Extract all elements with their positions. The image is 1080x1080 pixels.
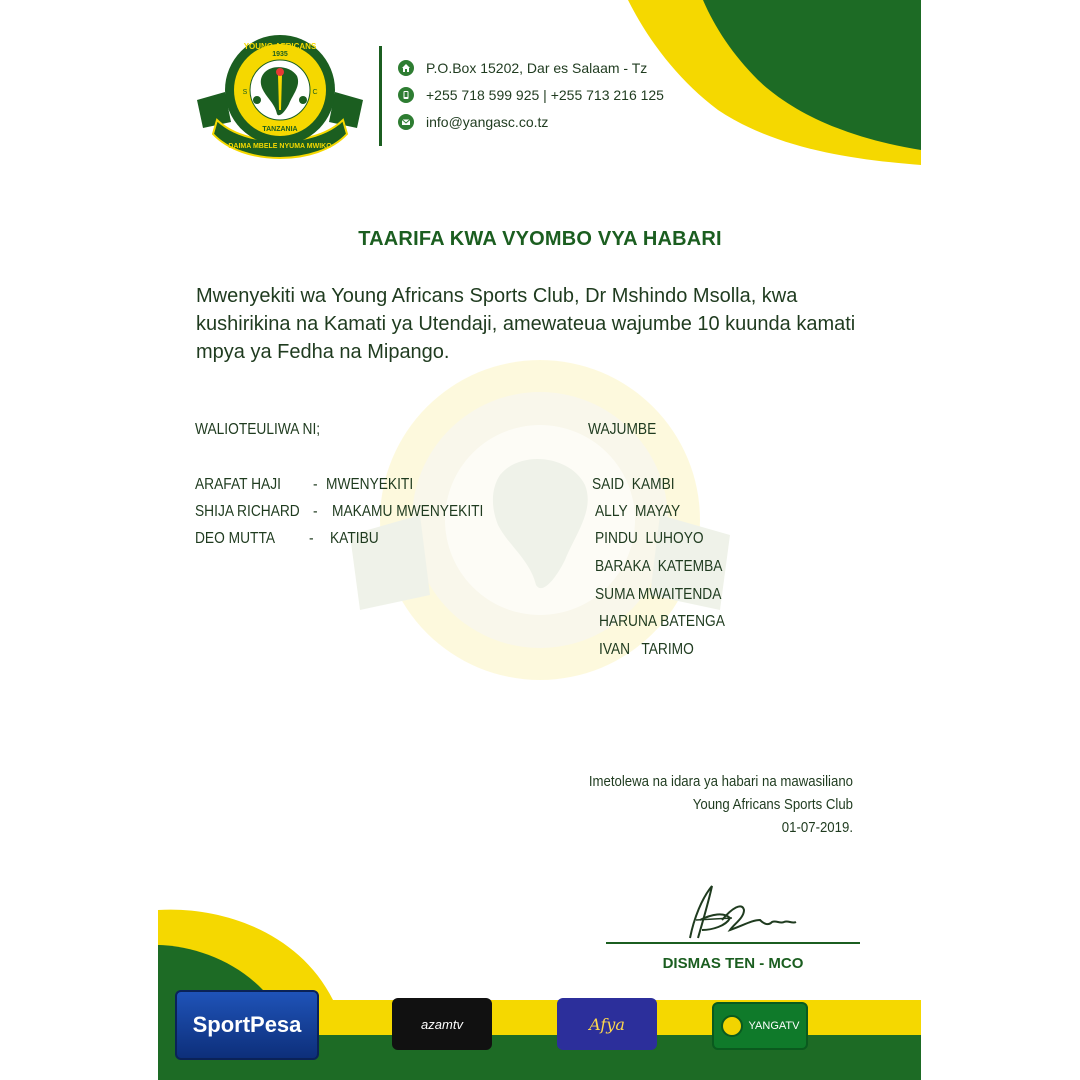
appointee-role: MAKAMU MWENYEKITI — [332, 503, 484, 520]
contact-phone — [398, 87, 664, 103]
logo-letter-c: C — [312, 89, 318, 96]
appointee-separator: - — [309, 530, 318, 547]
yangatv-label: YANGATV — [748, 1020, 800, 1032]
signer-name: DISMAS TEN - MCO — [662, 955, 804, 972]
member-item: PINDU LUHOYO — [595, 530, 704, 547]
appointee-name: DEO MUTTA — [195, 530, 276, 547]
appointee-name: ARAFAT HAJI — [195, 476, 281, 493]
members-heading: WAJUMBE — [588, 421, 657, 438]
afya-logo: Afya — [557, 998, 657, 1050]
issued-by — [563, 770, 853, 839]
contact-phone-text: +255 718 599 925 | +255 713 216 125 — [426, 87, 664, 103]
issued-by-line: Young Africans Sports Club — [692, 796, 853, 813]
header-divider — [379, 46, 382, 146]
azamtv-logo: azamtv — [392, 998, 492, 1050]
appointee-name: SHIJA RICHARD — [195, 503, 300, 520]
page-title: TAARIFA KWA VYOMBO VYA HABARI — [358, 228, 722, 250]
email-icon — [398, 114, 414, 130]
issued-date: 01-07-2019. — [781, 819, 853, 836]
appointee-role: MWENYEKITI — [326, 476, 414, 493]
member-item: ALLY MAYAY — [595, 503, 681, 520]
logo-letter-s: S — [242, 89, 248, 96]
appointee-separator: - — [313, 503, 322, 520]
contact-address — [398, 60, 647, 76]
contact-address-text: P.O.Box 15202, Dar es Salaam - Tz — [426, 60, 648, 76]
contact-email — [398, 114, 548, 130]
signature-line — [606, 942, 860, 944]
issued-by-line: Imetolewa na idara ya habari na mawasiliano — [588, 773, 853, 790]
contact-email-text[interactable]: info@yangasc.co.tz — [426, 114, 549, 130]
logo-top-text: YOUNG AFRICANS — [243, 42, 317, 51]
sportpesa-logo: SportPesa — [175, 990, 319, 1060]
yanga-mini-icon — [721, 1015, 743, 1037]
home-icon — [398, 60, 414, 76]
logo-year: 1935 — [272, 51, 288, 58]
member-item: SAID KAMBI — [592, 476, 675, 493]
phone-icon — [398, 87, 414, 103]
yanga-logo — [195, 30, 365, 170]
intro-paragraph: Mwenyekiti wa Young Africans Sports Club, Dr Mshindo Msolla, kwa kushirikina na Kamati ya Utendaji, amewateua wajumbe 10 kuunda kamati mpya ya Fedha na Mipango. — [196, 285, 856, 363]
signature — [672, 880, 802, 942]
member-item: BARAKA KATEMBA — [595, 558, 723, 575]
yangatv-logo — [712, 1002, 808, 1050]
member-item: SUMA MWAITENDA — [595, 586, 722, 603]
appointee-separator: - — [313, 476, 322, 493]
logo-motto: DAIMA MBELE NYUMA MWIKO — [228, 143, 332, 150]
appointee-role: KATIBU — [330, 530, 379, 547]
appointees-heading: WALIOTEULIWA NI; — [195, 421, 321, 438]
member-item: IVAN TARIMO — [599, 641, 694, 658]
logo-country: TANZANIA — [262, 126, 298, 133]
member-item: HARUNA BATENGA — [599, 613, 725, 630]
